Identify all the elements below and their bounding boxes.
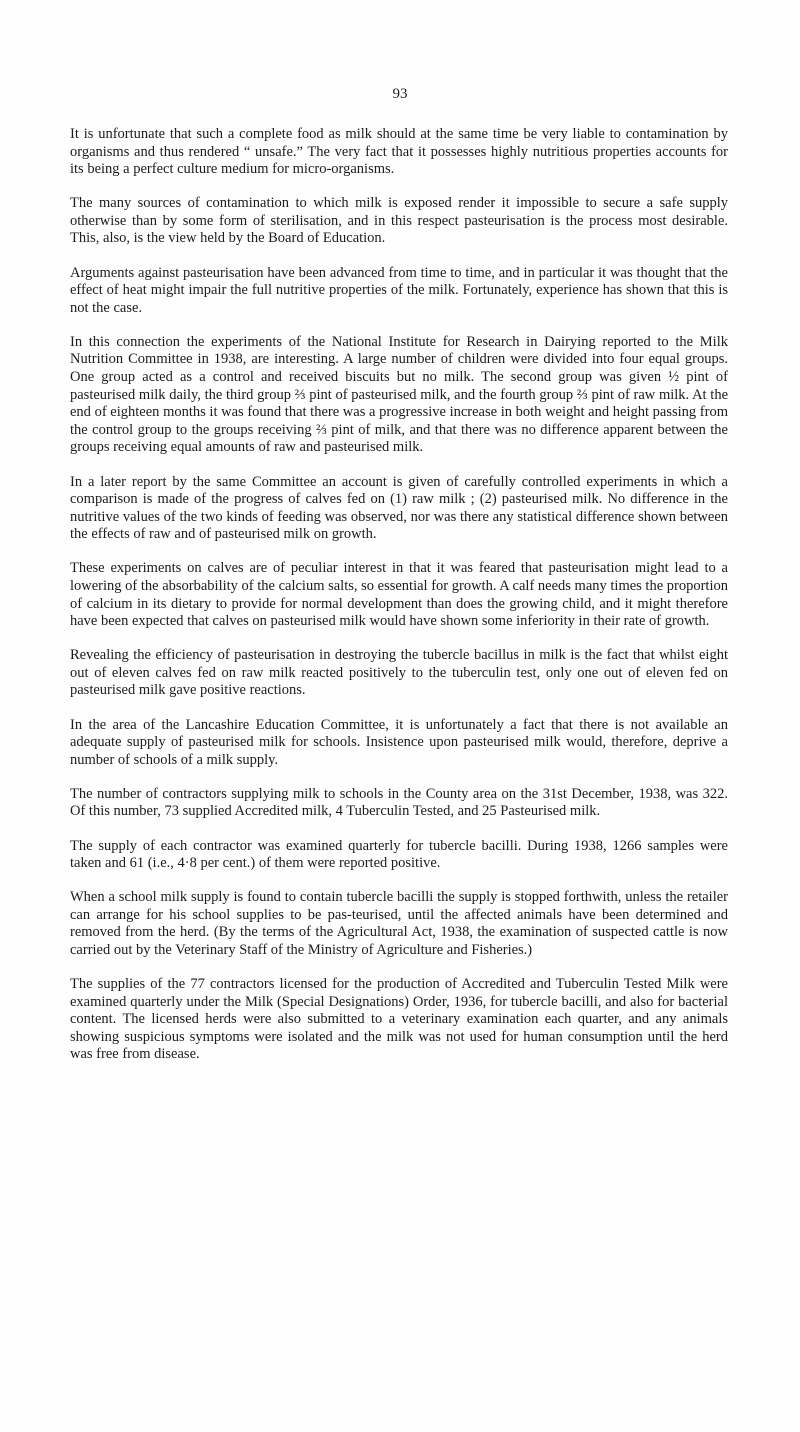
paragraph-5: In a later report by the same Committee an account is given of carefully controlled experiments in which a comparison is made of the progress of calves fed on (1) raw milk ; (2) pasteurised milk. No difference in the nutritive values of the two kinds of feeding was observed, nor was there any statistical difference shown between the effects of raw and of pasteurised milk on growth. xyxy=(70,473,728,543)
paragraph-1: It is unfortunate that such a complete food as milk should at the same time be very liable to contamination by organisms and thus rendered “ unsafe.” The very fact that it possesses highly nutritious properties accounts for its being a perfect culture medium for micro-organisms. xyxy=(70,126,728,178)
paragraph-3: Arguments against pasteurisation have been advanced from time to time, and in particular it was thought that the effect of heat might impair the full nutritive properties of the milk. Fortunately, experience has shown that this is not the case. xyxy=(70,264,728,316)
page-number: 93 xyxy=(392,86,408,102)
paragraph-10: The supply of each contractor was examined quarterly for tubercle bacilli. During 1938, 1266 samples were taken and 61 (i.e., 4·8 per cent.) of them were reported positive. xyxy=(70,837,728,872)
body-text xyxy=(70,126,728,1081)
paragraph-12: The supplies of the 77 contractors licensed for the production of Accredited and Tuberculin Tested Milk were examined quarterly under the Milk (Special Designations) Order, 1936, for tubercle bacilli, and also for bacterial content. The licensed herds were also submitted to a veterinary examination each quarter, and any animals showing suspicious symptoms were isolated and the milk was not used for human consumption until the herd was free from disease. xyxy=(70,976,728,1063)
paragraph-4: In this connection the experiments of the National Institute for Research in Dairying reported to the Milk Nutrition Committee in 1938, are interesting. A large number of children were divided into four equal groups. One group acted as a control and received biscuits but no milk. The second group was given ½ pint of pasteurised milk daily, the third group ⅔ pint of pasteurised milk, and the fourth group ⅔ pint of raw milk. At the end of eighteen months it was found that there was a progressive increase in both weight and height passing from the control group to the groups receiving ⅔ pint of milk, and that there was no difference apparent between the groups receiving equal amounts of raw and pasteurised milk. xyxy=(70,333,728,456)
paragraph-9: The number of contractors supplying milk to schools in the County area on the 31st December, 1938, was 322. Of this number, 73 supplied Accredited milk, 4 Tuberculin Tested, and 25 Pasteurised milk. xyxy=(70,785,728,820)
paragraph-11: When a school milk supply is found to contain tubercle bacilli the supply is stopped forthwith, unless the retailer can arrange for his school supplies to be pas-teurised, until the affected animals have been determined and removed from the herd. (By the terms of the Agricultural Act, 1938, the examination of suspected cattle is now carried out by the Veterinary Staff of the Ministry of Agriculture and Fisheries.) xyxy=(70,889,728,958)
paragraph-8: In the area of the Lancashire Education Committee, it is unfortunately a fact that there is not available an adequate supply of pasteurised milk for schools. Insistence upon pasteurised milk would, therefore, deprive a number of schools of a milk supply. xyxy=(70,716,728,768)
paragraph-6: These experiments on calves are of peculiar interest in that it was feared that pasteurisation might lead to a lowering of the absorbability of the calcium salts, so essential for growth. A calf needs many times the proportion of calcium in its dietary to provide for normal development than does the growing child, and it might therefore have been expected that calves on pasteurised milk would have shown some inferiority in their rate of growth. xyxy=(70,560,728,630)
paragraph-2: The many sources of contamination to which milk is exposed render it impossible to secure a safe supply otherwise than by some form of sterilisation, and in this respect pasteurisation is the process most desirable. This, also, is the view held by the Board of Education. xyxy=(70,195,728,247)
paragraph-7: Revealing the efficiency of pasteurisation in destroying the tubercle bacillus in milk is the fact that whilst eight out of eleven calves fed on raw milk reacted positively to the tuberculin test, only one out of eleven fed on pasteurised milk gave positive reactions. xyxy=(70,647,728,699)
